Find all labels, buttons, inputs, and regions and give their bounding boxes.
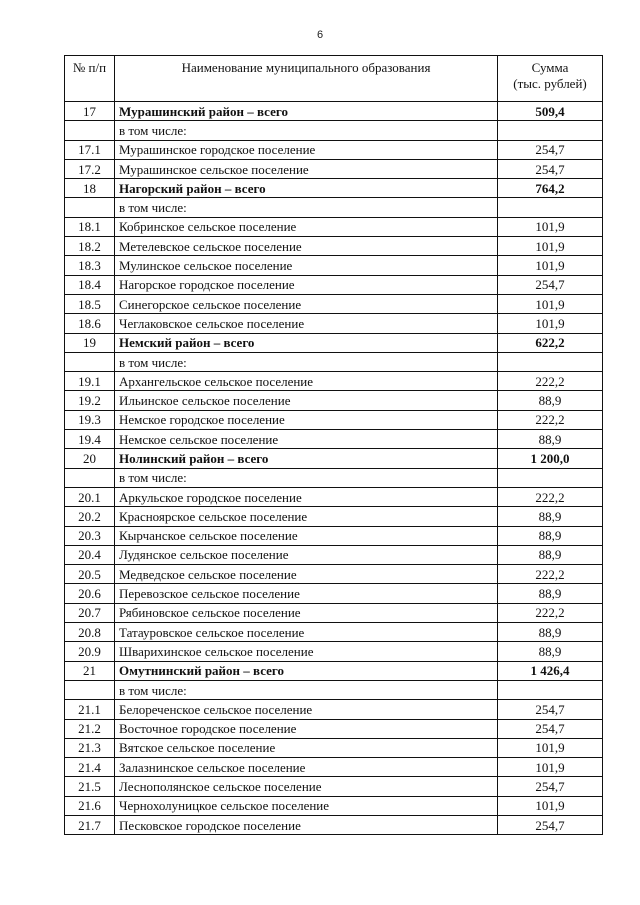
table-header-row (65, 56, 603, 102)
row-name: Залазнинское сельское поселение (115, 758, 498, 777)
row-name: Красноярское сельское поселение (115, 507, 498, 526)
row-name: Метелевское сельское поселение (115, 237, 498, 256)
row-sum: 222,2 (498, 603, 603, 622)
row-sum: 88,9 (498, 430, 603, 449)
row-sum (498, 198, 603, 217)
table-row (65, 314, 603, 333)
row-number: 19 (65, 333, 115, 352)
table-row (65, 815, 603, 834)
row-sum: 254,7 (498, 719, 603, 738)
row-name: Мулинское сельское поселение (115, 256, 498, 275)
row-name: Нагорский район – всего (115, 179, 498, 198)
table-row (65, 391, 603, 410)
row-number: 19.4 (65, 430, 115, 449)
row-number: 20.7 (65, 603, 115, 622)
including-row (65, 198, 603, 217)
table-row (65, 796, 603, 815)
table-row (65, 430, 603, 449)
row-name: Вятское сельское поселение (115, 738, 498, 757)
district-total-row (65, 102, 603, 121)
row-name: Мурашинский район – всего (115, 102, 498, 121)
table-row (65, 140, 603, 159)
row-sum (498, 352, 603, 371)
row-number: 19.1 (65, 372, 115, 391)
table-row (65, 545, 603, 564)
table-row (65, 487, 603, 506)
row-name: в том числе: (115, 352, 498, 371)
row-sum: 88,9 (498, 391, 603, 410)
row-sum: 101,9 (498, 217, 603, 236)
row-name: Леснополянское сельское поселение (115, 777, 498, 796)
page-number: 6 (316, 29, 324, 41)
row-name: Мурашинское городское поселение (115, 140, 498, 159)
row-name: Восточное городское поселение (115, 719, 498, 738)
header-number: № п/п (65, 56, 115, 102)
row-sum: 254,7 (498, 275, 603, 294)
row-number: 21.6 (65, 796, 115, 815)
row-name: Омутнинский район – всего (115, 661, 498, 680)
row-sum: 764,2 (498, 179, 603, 198)
row-number: 20.1 (65, 487, 115, 506)
row-name: Аркульское городское поселение (115, 487, 498, 506)
table-row (65, 700, 603, 719)
row-name: в том числе: (115, 468, 498, 487)
including-row (65, 352, 603, 371)
row-number: 17.1 (65, 140, 115, 159)
row-sum: 254,7 (498, 140, 603, 159)
row-name: Нагорское городское поселение (115, 275, 498, 294)
row-name: Лудянское сельское поселение (115, 545, 498, 564)
including-row (65, 468, 603, 487)
row-number: 20.6 (65, 584, 115, 603)
row-number: 20.5 (65, 565, 115, 584)
row-sum: 101,9 (498, 237, 603, 256)
row-number: 18.6 (65, 314, 115, 333)
header-name: Наименование муниципального образования (115, 56, 498, 102)
table-row (65, 758, 603, 777)
row-sum: 254,7 (498, 700, 603, 719)
row-sum: 88,9 (498, 526, 603, 545)
row-name: Чеглаковское сельское поселение (115, 314, 498, 333)
row-sum: 222,2 (498, 487, 603, 506)
row-sum: 222,2 (498, 565, 603, 584)
row-sum: 254,7 (498, 815, 603, 834)
row-sum: 88,9 (498, 623, 603, 642)
table-row (65, 719, 603, 738)
table-row (65, 294, 603, 313)
row-name: Архангельское сельское поселение (115, 372, 498, 391)
table-row (65, 256, 603, 275)
including-row (65, 680, 603, 699)
row-number: 21.5 (65, 777, 115, 796)
row-number (65, 468, 115, 487)
row-number: 20.8 (65, 623, 115, 642)
row-name: Нолинский район – всего (115, 449, 498, 468)
district-total-row (65, 661, 603, 680)
row-sum: 1 426,4 (498, 661, 603, 680)
row-sum (498, 468, 603, 487)
row-name: Немский район – всего (115, 333, 498, 352)
row-number: 18.1 (65, 217, 115, 236)
row-name: Шварихинское сельское поселение (115, 642, 498, 661)
table-row (65, 623, 603, 642)
row-name: Ильинское сельское поселение (115, 391, 498, 410)
district-total-row (65, 333, 603, 352)
row-sum: 222,2 (498, 410, 603, 429)
row-sum: 101,9 (498, 796, 603, 815)
row-sum: 101,9 (498, 738, 603, 757)
row-name: Медведское сельское поселение (115, 565, 498, 584)
table-row (65, 738, 603, 757)
table-row (65, 565, 603, 584)
row-number: 18.2 (65, 237, 115, 256)
row-name: в том числе: (115, 121, 498, 140)
row-number (65, 198, 115, 217)
row-number (65, 680, 115, 699)
row-number: 20.2 (65, 507, 115, 526)
table-row (65, 584, 603, 603)
table-row (65, 410, 603, 429)
row-sum: 88,9 (498, 545, 603, 564)
table-row (65, 777, 603, 796)
row-number: 19.2 (65, 391, 115, 410)
table-row (65, 372, 603, 391)
row-name: Перевозское сельское поселение (115, 584, 498, 603)
row-number (65, 352, 115, 371)
row-sum: 101,9 (498, 758, 603, 777)
row-sum: 101,9 (498, 314, 603, 333)
header-sum-line2: (тыс. рублей) (513, 76, 587, 91)
row-number: 17 (65, 102, 115, 121)
row-sum: 509,4 (498, 102, 603, 121)
row-number: 21 (65, 661, 115, 680)
row-sum: 622,2 (498, 333, 603, 352)
including-row (65, 121, 603, 140)
row-name: Немское сельское поселение (115, 430, 498, 449)
table-row (65, 275, 603, 294)
row-number: 20.4 (65, 545, 115, 564)
row-number: 20.3 (65, 526, 115, 545)
row-sum: 254,7 (498, 777, 603, 796)
row-name: в том числе: (115, 680, 498, 699)
table-row (65, 603, 603, 622)
row-name: в том числе: (115, 198, 498, 217)
table-row (65, 237, 603, 256)
row-name: Чернохолуницкое сельское поселение (115, 796, 498, 815)
row-number: 18.4 (65, 275, 115, 294)
row-sum: 254,7 (498, 159, 603, 178)
row-sum: 101,9 (498, 294, 603, 313)
table-row (65, 642, 603, 661)
table-row (65, 507, 603, 526)
row-sum: 88,9 (498, 507, 603, 526)
row-sum: 88,9 (498, 642, 603, 661)
row-name: Кобринское сельское поселение (115, 217, 498, 236)
row-number: 21.7 (65, 815, 115, 834)
row-sum: 222,2 (498, 372, 603, 391)
row-number: 18.3 (65, 256, 115, 275)
table-row (65, 526, 603, 545)
table-row (65, 217, 603, 236)
row-name: Песковское городское поселение (115, 815, 498, 834)
row-name: Рябиновское сельское поселение (115, 603, 498, 622)
row-name: Мурашинское сельское поселение (115, 159, 498, 178)
row-number: 20.9 (65, 642, 115, 661)
row-sum (498, 121, 603, 140)
header-sum-line1: Сумма (531, 60, 569, 75)
row-name: Татауровское сельское поселение (115, 623, 498, 642)
row-number: 21.3 (65, 738, 115, 757)
row-number (65, 121, 115, 140)
row-sum: 1 200,0 (498, 449, 603, 468)
row-number: 20 (65, 449, 115, 468)
table-body (65, 102, 603, 835)
row-number: 21.1 (65, 700, 115, 719)
row-number: 21.4 (65, 758, 115, 777)
row-sum: 101,9 (498, 256, 603, 275)
row-sum (498, 680, 603, 699)
row-sum: 88,9 (498, 584, 603, 603)
header-sum (498, 56, 603, 102)
district-total-row (65, 449, 603, 468)
row-number: 18 (65, 179, 115, 198)
row-number: 18.5 (65, 294, 115, 313)
row-number: 21.2 (65, 719, 115, 738)
district-total-row (65, 179, 603, 198)
row-number: 19.3 (65, 410, 115, 429)
table-row (65, 159, 603, 178)
row-name: Синегорское сельское поселение (115, 294, 498, 313)
allocation-table (64, 55, 603, 835)
row-name: Кырчанское сельское поселение (115, 526, 498, 545)
row-name: Белореченское сельское поселение (115, 700, 498, 719)
row-name: Немское городское поселение (115, 410, 498, 429)
row-number: 17.2 (65, 159, 115, 178)
